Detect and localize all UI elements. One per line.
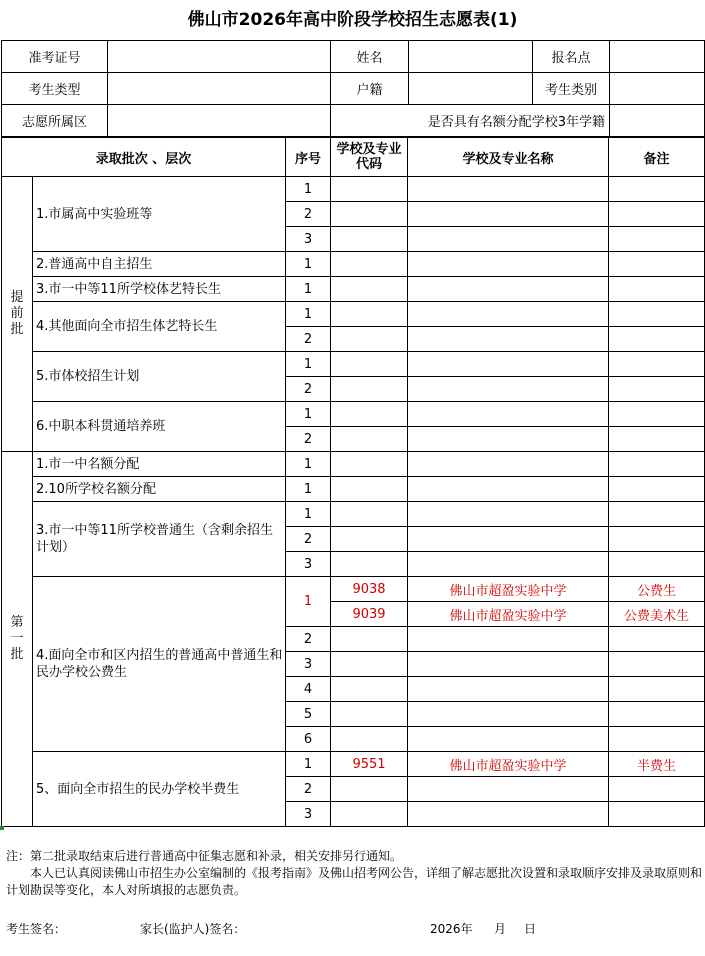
code-cell[interactable]: [331, 377, 408, 402]
exam-number-label: 准考证号: [2, 41, 108, 73]
registration-point-field[interactable]: [610, 41, 705, 73]
school-cell[interactable]: [408, 277, 609, 302]
code-cell[interactable]: [331, 402, 408, 427]
school-cell[interactable]: [408, 802, 609, 827]
school-cell[interactable]: 佛山市超盈实验中学: [408, 577, 609, 602]
table-row: [2, 277, 705, 302]
school-cell[interactable]: [408, 702, 609, 727]
table-row: [2, 477, 705, 502]
school-cell[interactable]: [408, 377, 609, 402]
code-cell[interactable]: [331, 527, 408, 552]
school-cell[interactable]: [408, 452, 609, 477]
remark-cell[interactable]: 半费生: [609, 752, 705, 777]
seq-cell: 2: [286, 627, 331, 652]
seq-cell: 3: [286, 227, 331, 252]
seq-cell: 1: [286, 352, 331, 377]
sign-year: 2026年: [430, 922, 473, 936]
table-row: [2, 252, 705, 277]
student-type-field[interactable]: [108, 73, 331, 105]
seq-cell: 1: [286, 177, 331, 202]
seq-cell: 2: [286, 527, 331, 552]
remark-cell[interactable]: [609, 402, 705, 427]
remark-cell[interactable]: [609, 627, 705, 652]
remark-cell[interactable]: [609, 452, 705, 477]
school-cell[interactable]: [408, 327, 609, 352]
school-cell[interactable]: 佛山市超盈实验中学: [408, 602, 609, 627]
remark-cell[interactable]: [609, 802, 705, 827]
volunteer-table: [1, 137, 705, 827]
table-row: [2, 177, 705, 202]
seq-cell: 1: [286, 277, 331, 302]
header-batch-level: 录取批次 、层次: [2, 138, 286, 177]
remark-cell[interactable]: [609, 652, 705, 677]
batch-early-label: 提前批: [10, 290, 24, 337]
district-field[interactable]: [108, 105, 331, 137]
code-cell[interactable]: [331, 627, 408, 652]
code-cell[interactable]: [331, 202, 408, 227]
remark-cell[interactable]: [609, 727, 705, 752]
seq-cell: 1: [286, 302, 331, 327]
remark-cell[interactable]: [609, 227, 705, 252]
school-cell[interactable]: [408, 252, 609, 277]
remark-cell[interactable]: [609, 552, 705, 577]
category-cell: 4.其他面向全市招生体艺特长生: [33, 302, 286, 352]
signature-row: [6, 920, 702, 938]
batch-first-label: 第一批: [10, 615, 24, 662]
district-label: 志愿所属区: [2, 105, 108, 137]
seq-cell: 5: [286, 702, 331, 727]
remark-cell[interactable]: [609, 177, 705, 202]
code-cell[interactable]: [331, 177, 408, 202]
school-cell[interactable]: [408, 552, 609, 577]
remark-cell[interactable]: [609, 702, 705, 727]
seq-cell: 1: [286, 752, 331, 777]
code-cell[interactable]: [331, 502, 408, 527]
school-cell[interactable]: [408, 302, 609, 327]
code-cell[interactable]: 9551: [331, 752, 408, 777]
seq-cell: 1: [286, 252, 331, 277]
table-row: [2, 302, 705, 327]
category-cell: 4.面向全市和区内招生的普通高中普通生和民办学校公费生: [33, 577, 286, 752]
code-cell[interactable]: [331, 802, 408, 827]
seq-cell: 1: [286, 477, 331, 502]
seq-cell: 2: [286, 427, 331, 452]
household-label: 户籍: [331, 73, 409, 105]
school-cell[interactable]: [408, 427, 609, 452]
seq-cell: 2: [286, 327, 331, 352]
personal-info-table: [1, 40, 705, 137]
seq-cell: 3: [286, 652, 331, 677]
code-cell[interactable]: [331, 252, 408, 277]
form-title: 佛山市2026年高中阶段学校招生志愿表(1): [187, 10, 518, 30]
school-cell[interactable]: [408, 202, 609, 227]
name-label: 姓名: [331, 41, 409, 73]
school-cell[interactable]: [408, 727, 609, 752]
school-cell[interactable]: [408, 777, 609, 802]
cell-marker: [0, 826, 4, 830]
seq-cell: 1: [286, 502, 331, 527]
category-cell: 1.市属高中实验班等: [33, 177, 286, 252]
school-cell[interactable]: [408, 527, 609, 552]
header-school: 学校及专业名称: [408, 138, 609, 177]
code-cell[interactable]: [331, 552, 408, 577]
code-cell[interactable]: [331, 777, 408, 802]
notes: [6, 848, 702, 899]
table-row: [2, 452, 705, 477]
remark-cell[interactable]: [609, 202, 705, 227]
remark-cell[interactable]: 公费美术生: [609, 602, 705, 627]
school-cell[interactable]: [408, 477, 609, 502]
header-remark: 备注: [609, 138, 705, 177]
table-row: [2, 502, 705, 527]
code-cell[interactable]: [331, 327, 408, 352]
category-cell: 2.普通高中自主招生: [33, 252, 286, 277]
category-cell: 6.中职本科贯通培养班: [33, 402, 286, 452]
remark-cell[interactable]: [609, 352, 705, 377]
seq-cell: 6: [286, 727, 331, 752]
remark-cell[interactable]: [609, 777, 705, 802]
remark-cell[interactable]: [609, 477, 705, 502]
seq-cell: 1: [286, 577, 331, 627]
seq-cell: 3: [286, 552, 331, 577]
household-field[interactable]: [409, 73, 533, 105]
code-cell[interactable]: [331, 652, 408, 677]
header-code: 学校及专业代码: [331, 138, 408, 177]
table-row: [2, 577, 705, 602]
remark-cell[interactable]: [609, 502, 705, 527]
seq-cell: 2: [286, 777, 331, 802]
student-category-field[interactable]: [610, 73, 705, 105]
seq-cell: 4: [286, 677, 331, 702]
sign-day: 日: [524, 922, 537, 936]
school-cell[interactable]: 佛山市超盈实验中学: [408, 752, 609, 777]
seq-cell: 2: [286, 202, 331, 227]
student-category-label: 考生类别: [533, 73, 610, 105]
code-cell[interactable]: [331, 427, 408, 452]
school-cell[interactable]: [408, 227, 609, 252]
school-cell[interactable]: [408, 177, 609, 202]
code-cell[interactable]: [331, 277, 408, 302]
code-cell[interactable]: [331, 677, 408, 702]
remark-cell[interactable]: [609, 252, 705, 277]
batch-early: [2, 177, 33, 452]
seq-cell: 2: [286, 377, 331, 402]
seq-cell: 3: [286, 802, 331, 827]
school-cell[interactable]: [408, 402, 609, 427]
quota-field[interactable]: [610, 105, 705, 137]
note-line-2: 本人已认真阅读佛山市招生办公室编制的《报考指南》及佛山招考网公告，详细了解志愿批次设置和录取顺序安排及录取原则和计划勘误等变化，本人对所填报的志愿负责。: [6, 866, 703, 897]
code-cell[interactable]: [331, 477, 408, 502]
code-cell[interactable]: [331, 352, 408, 377]
remark-cell[interactable]: [609, 427, 705, 452]
school-cell[interactable]: [408, 677, 609, 702]
category-cell: 2.10所学校名额分配: [33, 477, 286, 502]
batch-first: [2, 452, 33, 827]
name-field[interactable]: [409, 41, 533, 73]
header-seq: 序号: [286, 138, 331, 177]
remark-cell[interactable]: 公费生: [609, 577, 705, 602]
registration-point-label: 报名点: [533, 41, 610, 73]
seq-cell: 1: [286, 402, 331, 427]
remark-cell[interactable]: [609, 527, 705, 552]
code-cell[interactable]: [331, 302, 408, 327]
remark-cell[interactable]: [609, 677, 705, 702]
parent-signature-label: 家长(监护人)签名：: [140, 922, 246, 936]
table-row: [2, 402, 705, 427]
remark-cell[interactable]: [609, 377, 705, 402]
category-cell: 5.市体校招生计划: [33, 352, 286, 402]
exam-number-field[interactable]: [108, 41, 331, 73]
school-cell[interactable]: [408, 502, 609, 527]
code-cell[interactable]: [331, 452, 408, 477]
code-cell[interactable]: [331, 702, 408, 727]
sign-month: 月: [494, 922, 507, 936]
category-cell: 1.市一中名额分配: [33, 452, 286, 477]
quota-label: 是否具有名额分配学校3年学籍: [331, 105, 610, 137]
seq-cell: 1: [286, 452, 331, 477]
code-cell[interactable]: 9038: [331, 577, 408, 602]
student-signature-label: 考生签名：: [6, 922, 67, 936]
remark-cell[interactable]: [609, 327, 705, 352]
table-row: [2, 752, 705, 777]
school-cell[interactable]: [408, 627, 609, 652]
school-cell[interactable]: [408, 652, 609, 677]
note-line-1: 注：第二批录取结束后进行普通高中征集志愿和补录，相关安排另行通知。: [6, 849, 403, 863]
category-cell: 5、面向全市招生的民办学校半费生: [33, 752, 286, 827]
remark-cell[interactable]: [609, 277, 705, 302]
table-row: [2, 352, 705, 377]
category-cell: 3.市一中等11所学校普通生（含剩余招生计划）: [33, 502, 286, 577]
remark-cell[interactable]: [609, 302, 705, 327]
student-type-label: 考生类型: [2, 73, 108, 105]
code-cell[interactable]: 9039: [331, 602, 408, 627]
category-cell: 3.市一中等11所学校体艺特长生: [33, 277, 286, 302]
code-cell[interactable]: [331, 727, 408, 752]
code-cell[interactable]: [331, 227, 408, 252]
school-cell[interactable]: [408, 352, 609, 377]
